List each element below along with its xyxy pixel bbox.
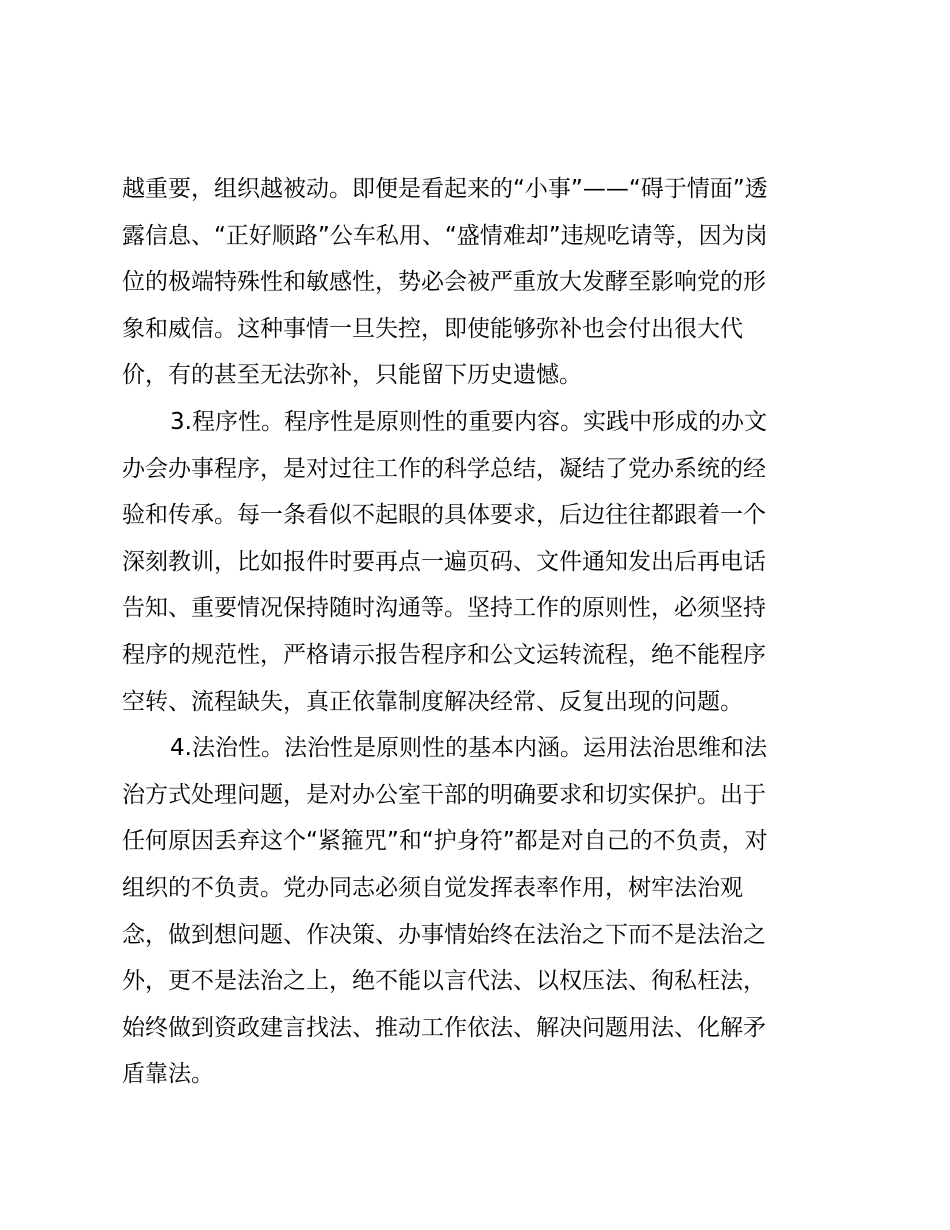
- text-line: 深刻教训，比如报件时要再点一遍页码、文件通知发出后再电话: [122, 548, 766, 575]
- text-line: 位的极端特殊性和敏感性，势必会被严重放大发酵至影响党的形: [122, 269, 766, 296]
- text-line: 程序的规范性，严格请示报告程序和公文运转流程，绝不能程序: [122, 641, 766, 668]
- text-line: 外，更不是法治之上，绝不能以言代法、以权压法、徇私枉法，: [122, 968, 766, 995]
- text-line: 任何原因丢弃这个“紧箍咒”和“护身符”都是对自己的不负责，对: [122, 828, 768, 855]
- text-line: 治方式处理问题，是对办公室干部的明确要求和切实保护。出于: [122, 781, 766, 808]
- text-line: 始终做到资政建言找法、推动工作依法、解决问题用法、化解矛: [122, 1014, 766, 1041]
- text-line: 空转、流程缺失，真正依靠制度解决经常、反复出现的问题。: [122, 688, 743, 715]
- text-line: 告知、重要情况保持随时沟通等。坚持工作的原则性，必须坚持: [122, 595, 766, 622]
- section-heading-line: 4.法治性。法治性是原则性的基本内涵。运用法治思维和法: [170, 735, 767, 762]
- text-line: 验和传承。每一条看似不起眼的具体要求，后边往往都跟着一个: [122, 502, 766, 529]
- text-line: 办会办事程序，是对过往工作的科学总结，凝结了党办系统的经: [122, 455, 766, 482]
- body-text: [122, 166, 828, 1098]
- text-line: 露信息、“正好顺路”公车私用、“盛情难却”违规吃请等，因为岗: [122, 222, 768, 249]
- text-line: 价，有的甚至无法弥补，只能留下历史遗憾。: [122, 362, 582, 389]
- text-line: 组织的不负责。党办同志必须自觉发挥表率作用，树牢法治观: [122, 874, 743, 901]
- text-line: 念，做到想问题、作决策、办事情始终在法治之下而不是法治之: [122, 921, 766, 948]
- text-line: 越重要，组织越被动。即便是看起来的“小事”——“碍于情面”透: [122, 176, 768, 202]
- text-line: 盾靠法。: [122, 1061, 214, 1088]
- text-line: 象和威信。这种事情一旦失控，即使能够弥补也会付出很大代: [122, 315, 743, 342]
- section-heading-line: 3.程序性。程序性是原则性的重要内容。实践中形成的办文: [170, 408, 767, 435]
